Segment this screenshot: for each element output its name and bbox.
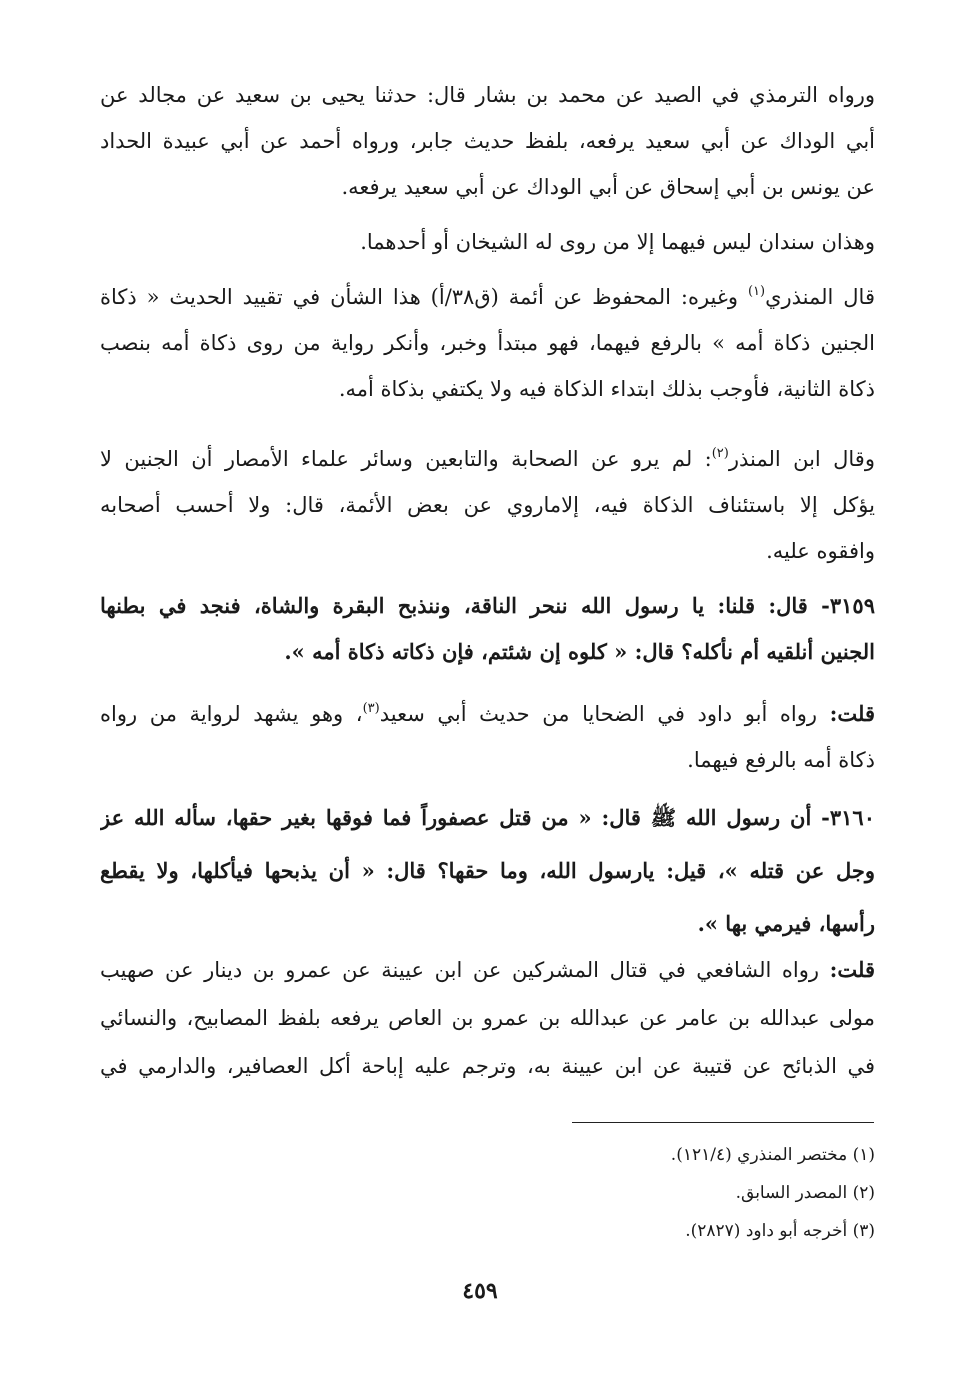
text-line: ٣١٥٩- قال: قلنا: يا رسول الله ننحر الناقة، وننذبح البقرة والشاة، فنجد في بطنها <box>100 593 875 618</box>
text-line: رأسها، فيرمي بها ». <box>697 911 875 936</box>
qultu-keyword: قلت: <box>829 701 875 726</box>
text-line: وافقوه عليه. <box>766 539 875 563</box>
text-segment: : لم يرو عن الصحابة والتابعين وسائر علماء الأمصار أن الجنين لا <box>100 447 712 471</box>
page-number: ٤٥٩ <box>462 1278 498 1304</box>
text-line: أبي الوداك عن أبي سعيد يرفعه، بلفظ حديث جابر، ورواه أحمد عن أبي عبيدة الحداد <box>100 129 875 153</box>
text-line <box>100 691 875 737</box>
footnotes <box>500 1136 875 1250</box>
text-line: وجل عن قتله »، قيل: يارسول الله، وما حقها؟ قال: « أن يذبحها فيأكلها، ولا يقطع <box>100 858 875 883</box>
text-line <box>100 946 875 994</box>
footnote-1: (١) مختصر المنذري (١٢١/٤). <box>670 1145 875 1165</box>
footnote-2: (٢) المصدر السابق. <box>735 1183 875 1203</box>
text-line: مولى عبدالله بن عامر عن عبدالله بن عمرو بن العاص يرفعه بلفظ المصابيح، والنسائي <box>100 1006 875 1030</box>
footnote-ref-2: (٢) <box>711 446 729 461</box>
text-line: ذكاة الثانية، فأوجب بذلك ابتداء الذكاة فيه ولا يكتفي بذكاة أمه. <box>338 377 875 401</box>
text-line <box>100 436 875 482</box>
text-segment: وغيره: المحفوظ عن أئمة (ق٣٨/أ) هذا الشأن في تقييد الحديث « ذكاة <box>100 285 748 309</box>
hadith-3160 <box>100 791 875 950</box>
paragraph-tirmidhi-narration <box>100 72 875 210</box>
text-segment: ، وهو يشهد لرواية من رواه <box>100 702 363 726</box>
text-line: ٣١٦٠- أن رسول الله ﷺ قال: « من قتل عصفوراً فما فوقها بغير حقها، سأله الله عز <box>100 805 875 830</box>
footnote-ref-3: (٣) <box>362 701 380 716</box>
footnote-ref-1: (١) <box>747 284 766 299</box>
text-line: وهذان سندان ليس فيهما إلا من روى له الشيخان أو أحدهما. <box>360 230 875 254</box>
text-line: عن يونس بن أبي إسحاق عن أبي الوداك عن أبي سعيد يرفعه. <box>341 175 875 199</box>
text-segment: وقال ابن المنذر <box>728 447 875 471</box>
paragraph-shafii <box>100 946 875 1090</box>
hadith-3159 <box>100 583 875 675</box>
qultu-keyword: قلت: <box>829 957 875 982</box>
text-line: يؤكل إلا باستئناف الذكاة فيه، إلاماروي عن بعض الأئمة، قال: ولا أحسب أصحابه <box>100 493 875 517</box>
text-line: ذكاة أمه بالرفع فيهما. <box>687 748 875 772</box>
text-line: ورواه الترمذي في الصيد عن محمد بن بشار قال: حدثنا يحيى بن سعيد عن مجالد عن <box>100 83 875 107</box>
text-line <box>100 274 875 320</box>
paragraph-mundhiri <box>100 274 875 412</box>
text-segment: رواه أبو داود في الضحايا من حديث أبي سعيد <box>379 702 830 726</box>
text-segment: قال المنذري <box>765 285 875 309</box>
text-segment: رواه الشافعي في قتال المشركين عن ابن عيينة عن عمرو بن دينار عن صهيب <box>100 958 830 982</box>
footnote-divider <box>572 1122 874 1123</box>
text-line: الجنين ذكاة أمه » بالرفع فيهما، فهو مبتدأ وخبر، وأنكر رواية من روى ذكاة أمه بنصب <box>100 331 875 355</box>
footnote-3: (٣) أخرجه أبو داود (٢٨٢٧). <box>685 1221 875 1241</box>
paragraph-abu-dawud <box>100 691 875 783</box>
paragraph-two-chains <box>100 219 875 265</box>
text-line: الجنين أنلقيه أم نأكله؟ قال: « كلوه إن شئتم، فإن ذكاته ذكاة أمه ». <box>284 639 875 664</box>
text-line: في الذبائح عن قتيبة عن ابن عيينة به، وترجم عليه إباحة أكل العصافير، والدارمي في <box>100 1054 875 1078</box>
paragraph-ibn-mundhir <box>100 436 875 574</box>
